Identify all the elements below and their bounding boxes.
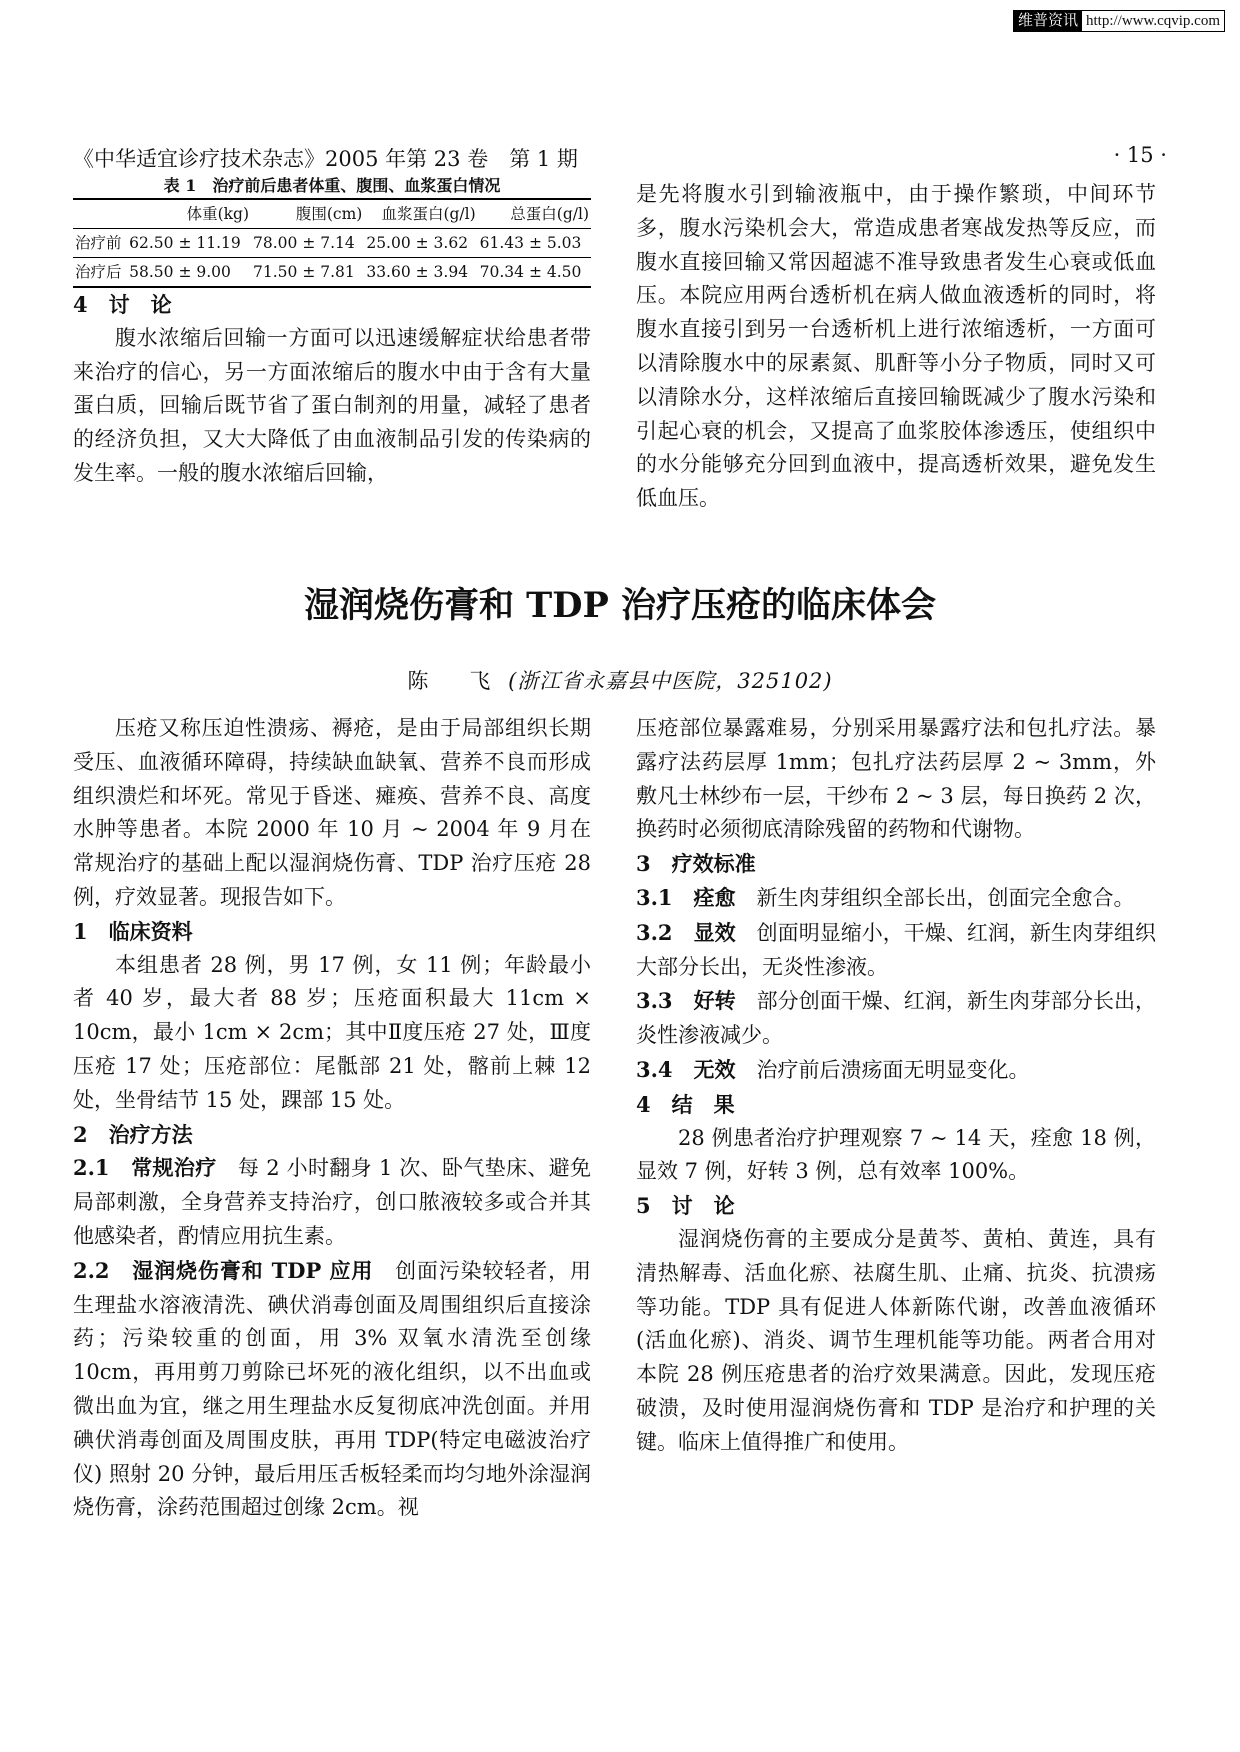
intro-paragraph: 压疮又称压迫性溃疡、褥疮，是由于局部组织长期受压、血液循环障碍，持续缺血缺氧、营养不良而形成组织溃烂和坏死。常见于昏迷、瘫痪、营养不良、高度水肿等患者。本院 2000 年 10 月 ~ 2004 年 9 月在常规治疗的基础上配以湿润烧伤膏、TDP 治疗压疮 28 例，疗效显著。现报告如下。 bbox=[73, 716, 591, 909]
criteria-item bbox=[636, 1053, 1156, 1088]
body-paragraph: 是先将腹水引到输液瓶中，由于操作繁琐，中间环节多，腹水污染机会大，常造成患者寒战发热等反应，而腹水直接回输又常因超滤不准导致患者发生心衰或低血压。本院应用两台透析机在病人做血液透析的同时，将腹水直接引到另一台透析机上进行浓缩透析，一方面可以清除腹水中的尿素氮、肌酐等小分子物质，同时又可以清除水分，这样浓缩后直接回输既减少了腹水污染和引起心衰的机会，又提高了血浆胶体渗透压，使组织中的水分能够充分回到血液中，提高透析效果，避免发生低血压。 bbox=[636, 182, 1156, 511]
body-paragraph: 压疮部位暴露难易，分别采用暴露疗法和包扎疗法。暴露疗法药层厚 1mm；包扎疗法药层厚 2 ~ 3mm，外敷凡士林纱布一层，干纱布 2 ~ 3 层，每日换药 2 次，换药时必须彻底清除残留的药物和代谢物。 bbox=[636, 716, 1156, 842]
criteria-label: 3.3 好转 bbox=[636, 988, 736, 1014]
article-title: 湿润烧伤膏和 TDP 治疗压疮的临床体会 bbox=[303, 585, 937, 626]
subsection-label: 2.2 湿润烧伤膏和 TDP 应用 bbox=[73, 1257, 374, 1283]
table-row bbox=[73, 258, 591, 288]
table-cell: 70.34 ± 4.50 bbox=[479, 263, 582, 281]
table-cell: 62.50 ± 11.19 bbox=[127, 229, 251, 258]
section-heading: 1 临床资料 bbox=[73, 918, 193, 944]
section-heading: 2 治疗方法 bbox=[73, 1121, 193, 1147]
table-cell: 33.60 ± 3.94 bbox=[366, 263, 469, 281]
criteria-label: 3.1 痊愈 bbox=[636, 884, 736, 910]
body-paragraph: 28 例患者治疗护理观察 7 ~ 14 天，痊愈 18 例，显效 7 例，好转 3 例，总有效率 100%。 bbox=[636, 1125, 1156, 1184]
subsection-paragraph bbox=[73, 1151, 591, 1253]
criteria-label: 3.2 显效 bbox=[636, 919, 736, 945]
subsection-text: 每 2 小时翻身 1 次、卧气垫床、避免局部刺激，全身营养支持治疗，创口脓液较多或合并其他感染者，酌情应用抗生素。 bbox=[73, 1156, 592, 1248]
table-row bbox=[73, 229, 591, 258]
section-heading: 3 疗效标准 bbox=[636, 851, 756, 877]
article-left-column bbox=[73, 712, 591, 1525]
section-heading: 4 讨 论 bbox=[73, 292, 172, 317]
section-heading: 5 讨 论 bbox=[636, 1193, 735, 1219]
journal-info: 《中华适宜诊疗技术杂志》2005 年第 23 卷 第 1 期 bbox=[73, 147, 578, 171]
body-paragraph: 本组患者 28 例，男 17 例，女 11 例；年龄最小者 40 岁，最大者 88 岁；压疮面积最大 11cm × 10cm，最小 1cm × 2cm；其中Ⅱ度压疮 27 处，Ⅲ度压疮 17 处；压疮部位：尾骶部 21 处，髂前上棘 12 处，坐骨结节 15 处，踝部 15 处。 bbox=[73, 952, 591, 1112]
subsection-text: 创面污染较轻者，用生理盐水溶液清洗、碘伏消毒创面及周围组织后直接涂药；污染较重的创面，用 3% 双氧水清洗至创缘 10cm，再用剪刀剪除已坏死的液化组织，以不出血或微出血为宜，继之用生理盐水反复彻底冲洗创面。并用碘伏消毒创面及周围皮肤，再用 TDP(特定电磁波治疗仪) 照射 20 分钟，最后用压舌板轻柔而均匀地外涂湿润烧伤膏，涂药范围超过创缘 2cm。视 bbox=[73, 1258, 591, 1520]
watermark-brand: 维普资讯 bbox=[1014, 11, 1082, 31]
body-paragraph: 湿润烧伤膏的主要成分是黄芩、黄柏、黄连，具有清热解毒、活血化瘀、祛腐生肌、止痛、抗炎、抗溃疡等功能。TDP 具有促进人体新陈代谢，改善血液循环(活血化瘀)、消炎、调节生理机能等功能。两者合用对本院 28 例压疮患者的治疗效果满意。因此，发现压疮破溃，及时使用湿润烧伤膏和 TDP 是治疗和护理的关键。临床上值得推广和使用。 bbox=[636, 1226, 1156, 1454]
criteria-text: 治疗前后溃疡面无明显变化。 bbox=[756, 1057, 1030, 1082]
table-cell: 78.00 ± 7.14 bbox=[251, 229, 364, 258]
page-number: · 15 · bbox=[1113, 143, 1167, 167]
author-name: 陈 飞 bbox=[407, 669, 501, 693]
table-header-cell bbox=[73, 199, 127, 229]
criteria-item bbox=[636, 881, 1156, 916]
author-affiliation: (浙江省永嘉县中医院，325102) bbox=[508, 669, 833, 693]
subsection-paragraph bbox=[73, 1254, 591, 1525]
table-cell: 71.50 ± 7.81 bbox=[253, 263, 355, 281]
section-heading: 4 结 果 bbox=[636, 1091, 735, 1117]
prev-article-right-column bbox=[636, 178, 1156, 516]
author-line bbox=[0, 665, 1240, 695]
watermark-badge bbox=[1013, 10, 1225, 32]
table-cell: 治疗后 bbox=[75, 263, 122, 281]
criteria-item bbox=[636, 916, 1156, 985]
table-cell: 61.43 ± 5.03 bbox=[478, 229, 591, 258]
watermark-url[interactable]: http://www.cqvip.com bbox=[1085, 13, 1220, 29]
table-cell: 25.00 ± 3.62 bbox=[364, 229, 477, 258]
table-caption: 表 1 治疗前后患者体重、腹围、血浆蛋白情况 bbox=[163, 176, 501, 195]
table-header-cell: 总蛋白(g/l) bbox=[478, 199, 591, 229]
criteria-text: 部分创面干燥、红润，新生肉芽部分长出，炎性渗液减少。 bbox=[636, 989, 1157, 1048]
running-header bbox=[73, 143, 1167, 171]
body-paragraph: 腹水浓缩后回输一方面可以迅速缓解症状给患者带来治疗的信心，另一方面浓缩后的腹水中由于含有大量蛋白质，回输后既节省了蛋白制剂的用量，减轻了患者的经济负担，又大大降低了由血液制品引发的传染病的发生率。一般的腹水浓缩后回输， bbox=[73, 325, 591, 485]
table-cell: 治疗前 bbox=[73, 229, 127, 258]
data-table bbox=[73, 198, 591, 288]
subsection-label: 2.1 常规治疗 bbox=[73, 1155, 217, 1181]
criteria-text: 新生肉芽组织全部长出，创面完全愈合。 bbox=[756, 885, 1135, 910]
table-header-cell: 腹围(cm) bbox=[251, 199, 364, 229]
criteria-label: 3.4 无效 bbox=[636, 1056, 736, 1082]
criteria-item bbox=[636, 984, 1156, 1053]
criteria-text: 创面明显缩小，干燥、红润，新生肉芽组织大部分长出，无炎性渗液。 bbox=[636, 920, 1157, 979]
table-cell: 58.50 ± 9.00 bbox=[129, 263, 231, 281]
article-right-column bbox=[636, 712, 1156, 1460]
table-header-row bbox=[73, 199, 591, 229]
table-header-cell: 体重(kg) bbox=[127, 199, 251, 229]
table-header-cell: 血浆蛋白(g/l) bbox=[364, 199, 477, 229]
prev-article-left-column bbox=[73, 178, 591, 491]
